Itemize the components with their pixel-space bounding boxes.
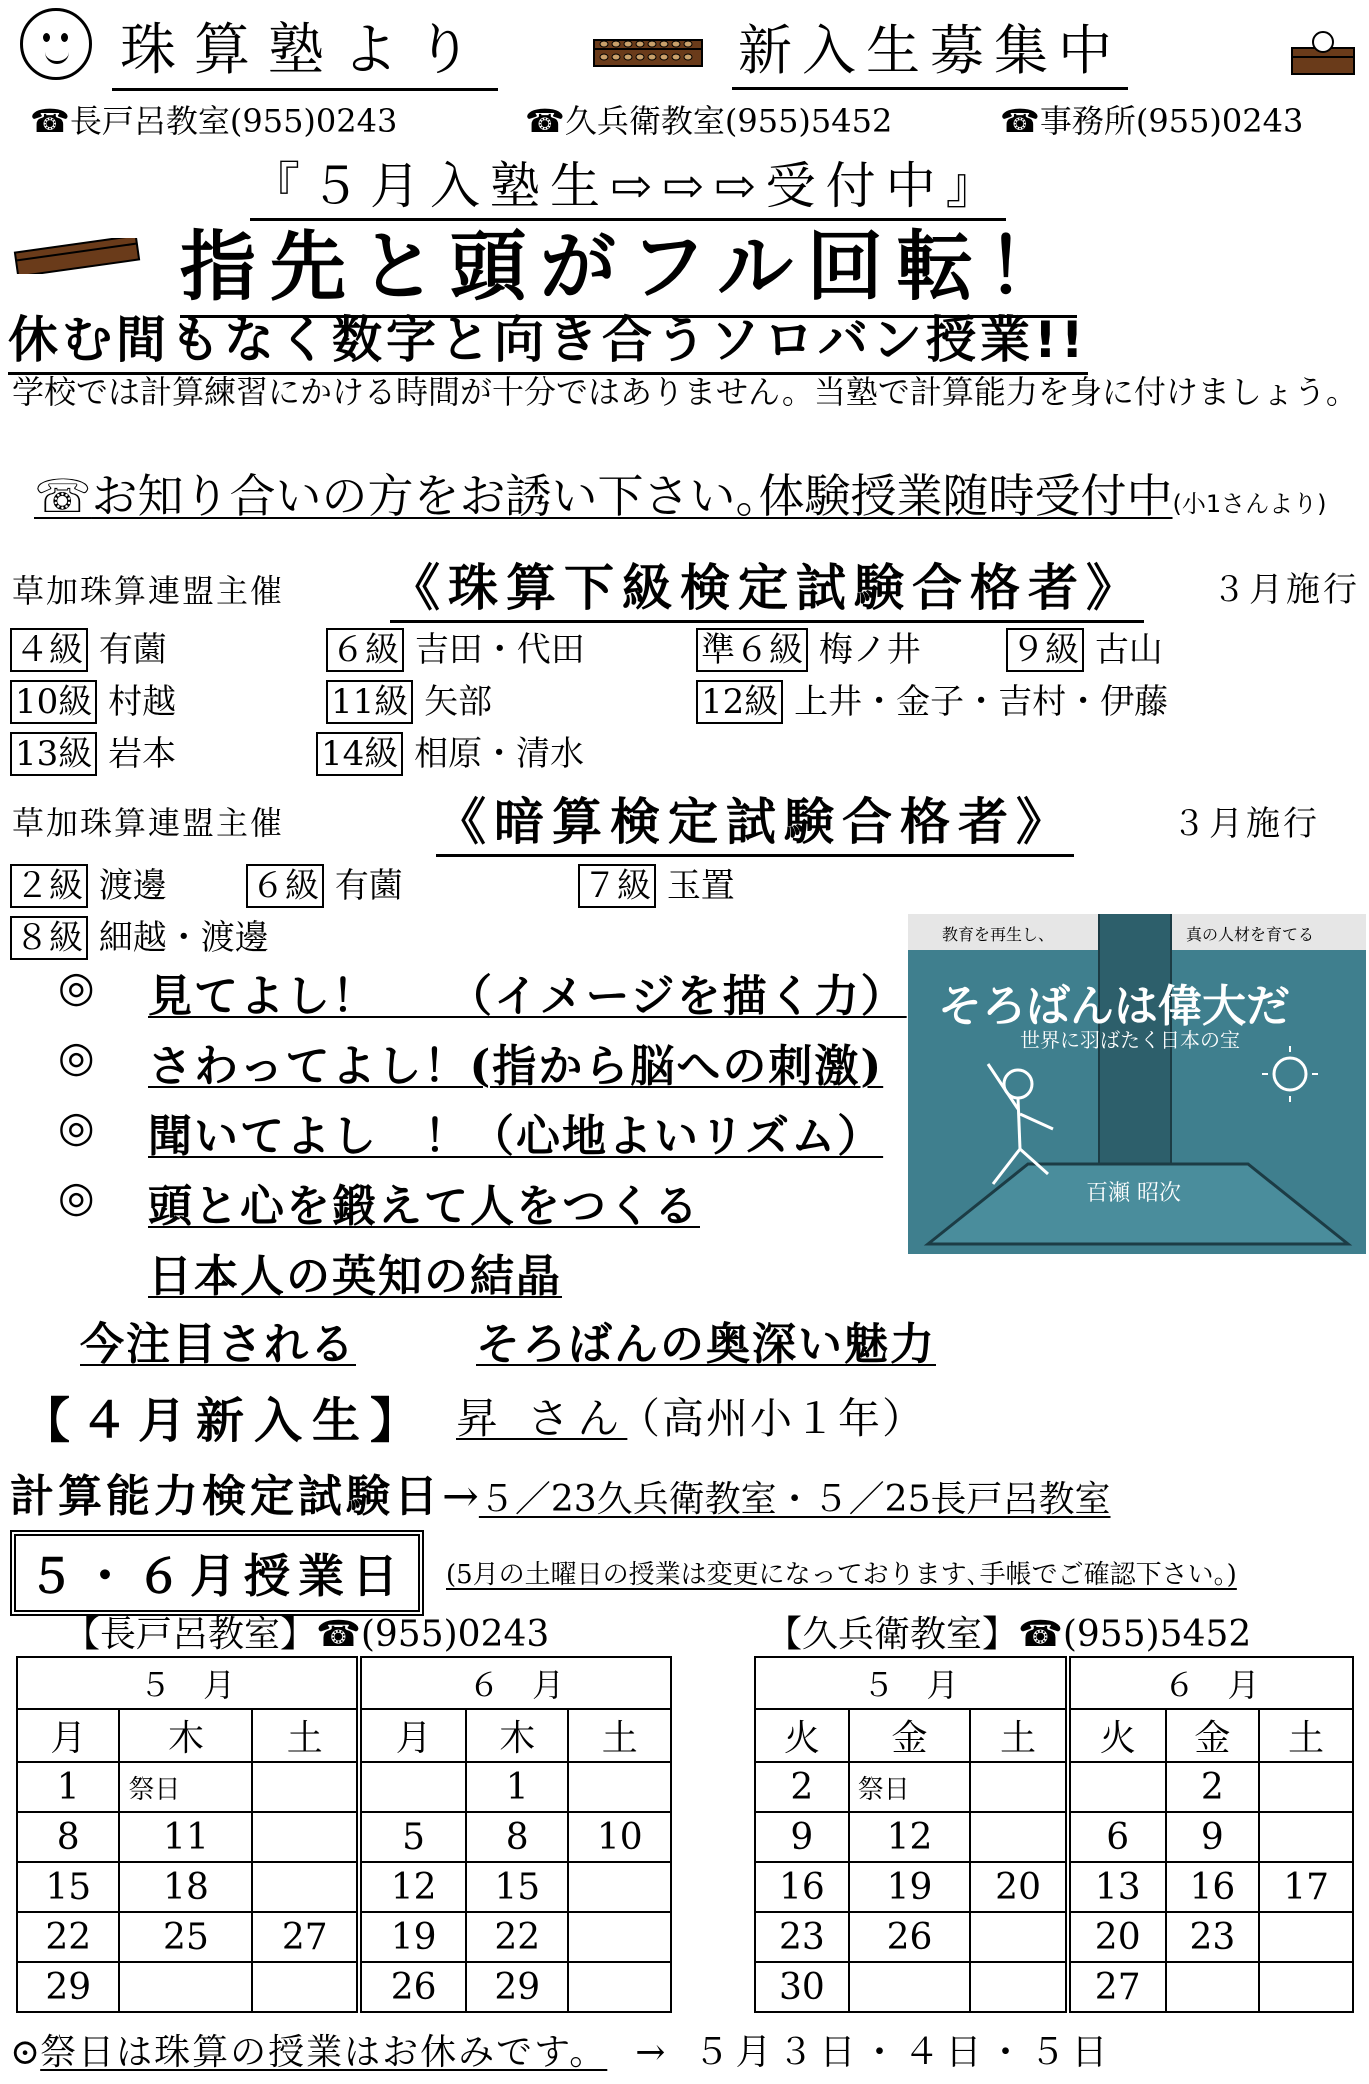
phone-icon: ☎ <box>1000 102 1040 140</box>
date-cell: 18 <box>119 1862 252 1912</box>
phone-hand-icon: ☏ <box>34 469 92 523</box>
phone-line <box>1000 96 1303 142</box>
footer-text: 祭日は珠算の授業はお休みです。 <box>40 2032 608 2073</box>
date-cell: 8 <box>17 1812 119 1862</box>
date-cell <box>359 1762 466 1812</box>
grade-names: 細越・渡邊 <box>98 918 269 958</box>
grade-badge: ８級 <box>10 916 88 960</box>
mental-exam-date: ３月施行 <box>1172 804 1320 844</box>
grade-entry <box>246 858 403 907</box>
date-cell <box>1259 1962 1353 2012</box>
arrow-icon: → <box>442 1471 479 1522</box>
grade-entry <box>10 622 167 671</box>
grade-badge: 13級 <box>10 732 97 776</box>
bullet-item: 聞いてよし ！（心地よいリズム） <box>148 1111 884 1162</box>
book-top-right: 真の人材を育てる <box>1186 925 1315 944</box>
admission-banner: 『５月入塾生⇨⇨⇨受付中』 <box>250 146 1006 221</box>
date-cell <box>970 1762 1068 1812</box>
mascot-left-icon <box>20 8 92 80</box>
book-author: 百瀬 昭次 <box>1086 1181 1181 1206</box>
date-cell: 19 <box>849 1862 971 1912</box>
phone-icon: ☎ <box>525 102 565 140</box>
table-row <box>17 1762 671 1812</box>
grade-badge: ４級 <box>10 628 88 672</box>
mental-exam-organizer: 草加珠算連盟主催 <box>12 804 285 842</box>
date-cell: 2 <box>755 1762 849 1812</box>
weekday-header: 土 <box>568 1709 671 1762</box>
room-name: 【久兵衛教室】 <box>766 1614 1019 1655</box>
table-row <box>755 1862 1353 1912</box>
bullet-continuation: 日本人の英知の結晶 <box>148 1251 562 1302</box>
date-cell <box>1259 1762 1353 1812</box>
phone-line <box>525 96 892 142</box>
room-phone: (955)0243 <box>360 1614 550 1655</box>
date-cell: 22 <box>466 1912 568 1962</box>
phone-line <box>30 96 397 142</box>
intro-text: 学校では計算練習にかける時間が十分ではありません。当塾で計算能力を身に付けましょう。 <box>12 373 1358 411</box>
date-cell <box>568 1862 671 1912</box>
grade-names: 古山 <box>1094 630 1163 670</box>
grade-entry <box>10 910 269 959</box>
weekday-header: 木 <box>119 1709 252 1762</box>
date-cell <box>1166 1962 1260 2012</box>
phone-icon: ☎ <box>316 1614 361 1655</box>
grade-entry <box>326 622 585 671</box>
date-cell <box>568 1912 671 1962</box>
month-header: ５ 月 <box>17 1657 359 1709</box>
grade-names: 渡邊 <box>98 866 167 906</box>
date-cell <box>849 1962 971 2012</box>
grade-names: 有薗 <box>98 630 167 670</box>
date-cell <box>568 1762 671 1812</box>
date-cell: 22 <box>17 1912 119 1962</box>
grade-badge: ６級 <box>326 628 404 672</box>
calc-exam-label: 計算能力検定試験日 <box>10 1471 442 1522</box>
grade-badge: ２級 <box>10 864 88 908</box>
grade-names: 岩本 <box>108 734 177 774</box>
mental-exam-title: 《暗算検定試験合格者》 <box>436 782 1074 857</box>
table-row <box>17 1962 671 2012</box>
date-cell: 20 <box>970 1862 1068 1912</box>
weekday-header: 月 <box>359 1709 466 1762</box>
date-cell <box>970 1812 1068 1862</box>
table-row <box>17 1912 671 1962</box>
date-cell <box>970 1962 1068 2012</box>
room-header <box>766 1606 1251 1657</box>
school-title: 珠算塾より <box>112 6 498 91</box>
bullet-item: 見てよし！ （イメージを描く力） <box>148 971 907 1022</box>
date-cell <box>1259 1812 1353 1862</box>
date-cell: 5 <box>359 1812 466 1862</box>
grade-entry <box>10 674 176 723</box>
calendar-kyubee <box>754 1656 1354 2013</box>
date-cell <box>252 1962 359 2012</box>
date-cell: 29 <box>17 1962 119 2012</box>
date-cell: 20 <box>1068 1912 1166 1962</box>
date-cell: 27 <box>1068 1962 1166 2012</box>
date-cell: 6 <box>1068 1812 1166 1862</box>
grade-badge: ６級 <box>246 864 324 908</box>
attention-right: そろばんの奥深い魅力 <box>476 1319 936 1370</box>
invite-text: お知り合いの方をお誘い下さい｡体験授業随時受付中 <box>91 469 1173 523</box>
grade-names: 矢部 <box>424 682 493 722</box>
date-cell: 2 <box>1166 1762 1260 1812</box>
date-cell: 23 <box>755 1912 849 1962</box>
date-cell: 26 <box>849 1912 971 1962</box>
grade-entry <box>10 726 176 775</box>
month-header: ６ 月 <box>1068 1657 1353 1709</box>
weekday-header: 火 <box>755 1709 849 1762</box>
date-cell: 9 <box>755 1812 849 1862</box>
dot-circle-icon: ⊙ <box>10 2032 41 2073</box>
month-header: ６ 月 <box>359 1657 671 1709</box>
phone-nagatoro: 長戸呂教室(955)0243 <box>69 102 398 140</box>
weekday-header: 土 <box>252 1709 359 1762</box>
arrow-icon: → <box>635 2032 666 2073</box>
footer-dates: ５月３日・４日・５日 <box>693 2032 1114 2073</box>
date-cell: 23 <box>1166 1912 1260 1962</box>
invite-line <box>34 460 1327 526</box>
bullet-item: 頭と心を鍛えて人をつくる <box>148 1181 700 1232</box>
room-name: 【長戸呂教室】 <box>64 1614 317 1655</box>
date-cell: 10 <box>568 1812 671 1862</box>
lesson-days-title: ５・６月授業日 <box>10 1530 424 1616</box>
date-cell <box>1259 1912 1353 1962</box>
date-cell: 25 <box>119 1912 252 1962</box>
grade-entry <box>316 726 584 775</box>
date-cell: 12 <box>359 1862 466 1912</box>
weekday-header: 土 <box>1259 1709 1353 1762</box>
date-cell <box>252 1762 359 1812</box>
table-row <box>755 1912 1353 1962</box>
grade-entry <box>10 858 167 907</box>
weekday-header: 金 <box>1166 1709 1260 1762</box>
month-header: ５ 月 <box>755 1657 1068 1709</box>
weekday-header: 火 <box>1068 1709 1166 1762</box>
date-cell: 11 <box>119 1812 252 1862</box>
book-top-left: 教育を再生し、 <box>942 925 1055 944</box>
grade-badge: 12級 <box>696 680 783 724</box>
bullet-mark: ◎ <box>58 962 95 1011</box>
date-cell: 17 <box>1259 1862 1353 1912</box>
abacus-exam-title: 《珠算下級検定試験合格者》 <box>390 548 1144 623</box>
grade-names: 玉置 <box>666 866 735 906</box>
abacus-mascot-icon <box>1290 30 1356 80</box>
grade-names: 梅ノ井 <box>818 630 921 670</box>
grade-badge: 準６級 <box>696 628 808 672</box>
date-cell <box>119 1962 252 2012</box>
date-cell: 1 <box>17 1762 119 1812</box>
phone-office: 事務所(955)0243 <box>1039 102 1304 140</box>
table-row <box>755 1962 1353 2012</box>
grade-entry <box>696 674 1168 723</box>
abacus-exam-date: ３月施行 <box>1212 570 1360 610</box>
table-row <box>17 1812 671 1862</box>
calendar-nagatoro <box>16 1656 672 2013</box>
weekday-header: 月 <box>17 1709 119 1762</box>
grade-badge: ７級 <box>578 864 656 908</box>
bullet-mark: ◎ <box>58 1102 95 1151</box>
abacus-icon <box>12 238 142 274</box>
date-cell: 26 <box>359 1962 466 2012</box>
grade-names: 村越 <box>108 682 177 722</box>
new-student-name: 昇 さん <box>456 1394 628 1443</box>
book-subtitle: 世界に羽ばたく日本の宝 <box>1020 1028 1240 1052</box>
weekday-header: 木 <box>466 1709 568 1762</box>
date-cell: 12 <box>849 1812 971 1862</box>
grade-names: 吉田・代田 <box>414 630 585 670</box>
grade-entry <box>1006 622 1163 671</box>
grade-badge: 14級 <box>316 732 403 776</box>
date-cell: 9 <box>1166 1812 1260 1862</box>
room-header <box>64 1606 549 1657</box>
grade-entry <box>696 622 921 671</box>
date-cell <box>568 1962 671 2012</box>
table-row <box>755 1812 1353 1862</box>
grade-badge: 11級 <box>326 680 413 724</box>
new-student-school: （高州小１年） <box>618 1394 927 1443</box>
date-cell: 祭日 <box>849 1762 971 1812</box>
bullet-mark: ◎ <box>58 1172 95 1221</box>
calc-exam-dates: ５／23久兵衛教室・５／25長戸呂教室 <box>478 1479 1111 1520</box>
table-row <box>17 1862 671 1912</box>
weekday-header: 金 <box>849 1709 971 1762</box>
subheadline: 休む間もなく数字と向き合うソロバン授業!! <box>8 300 1088 375</box>
bullet-mark: ◎ <box>58 1032 95 1081</box>
grade-entry <box>578 858 735 907</box>
date-cell <box>252 1862 359 1912</box>
grade-names: 相原・清水 <box>414 734 585 774</box>
lesson-days-note: (5月の土曜日の授業は変更になっております､手帳でご確認下さい。) <box>446 1560 1237 1590</box>
attention-left: 今注目される <box>80 1319 356 1370</box>
date-cell <box>1068 1762 1166 1812</box>
grade-entry <box>326 674 492 723</box>
grade-names: 有薗 <box>334 866 403 906</box>
grade-badge: ９級 <box>1006 628 1084 672</box>
grade-badge: 10級 <box>10 680 97 724</box>
date-cell: 15 <box>17 1862 119 1912</box>
date-cell: 16 <box>755 1862 849 1912</box>
grade-names: 上井・金子・吉村・伊藤 <box>794 682 1169 722</box>
table-row <box>755 1762 1353 1812</box>
date-cell: 30 <box>755 1962 849 2012</box>
recruiting-title: 新入生募集中 <box>732 8 1128 90</box>
headline: 指先と頭がフル回転！ <box>180 206 1077 318</box>
date-cell: 27 <box>252 1912 359 1962</box>
date-cell: 13 <box>1068 1862 1166 1912</box>
bullet-item: さわってよし！(指から脳への刺激) <box>148 1041 884 1092</box>
calc-exam-line <box>10 1460 1111 1524</box>
room-phone: (955)5452 <box>1062 1614 1252 1655</box>
book-title: そろばんは偉大だ <box>938 981 1290 1032</box>
date-cell <box>970 1912 1068 1962</box>
date-cell: 8 <box>466 1812 568 1862</box>
weekday-header: 土 <box>970 1709 1068 1762</box>
phone-kyubee: 久兵衛教室(955)5452 <box>564 102 893 140</box>
date-cell: 1 <box>466 1762 568 1812</box>
date-cell: 祭日 <box>119 1762 252 1812</box>
invite-note: (小1さんより) <box>1172 490 1327 518</box>
footer-line <box>10 2024 1113 2075</box>
date-cell <box>252 1812 359 1862</box>
date-cell: 19 <box>359 1912 466 1962</box>
phone-icon: ☎ <box>1018 1614 1063 1655</box>
date-cell: 15 <box>466 1862 568 1912</box>
date-cell: 16 <box>1166 1862 1260 1912</box>
abacus-exam-organizer: 草加珠算連盟主催 <box>12 572 285 610</box>
new-students-label: 【４月新入生】 <box>22 1393 429 1449</box>
phone-icon: ☎ <box>30 102 70 140</box>
book-cover-image <box>908 914 1366 1254</box>
date-cell: 29 <box>466 1962 568 2012</box>
abacus-icon <box>592 38 704 68</box>
